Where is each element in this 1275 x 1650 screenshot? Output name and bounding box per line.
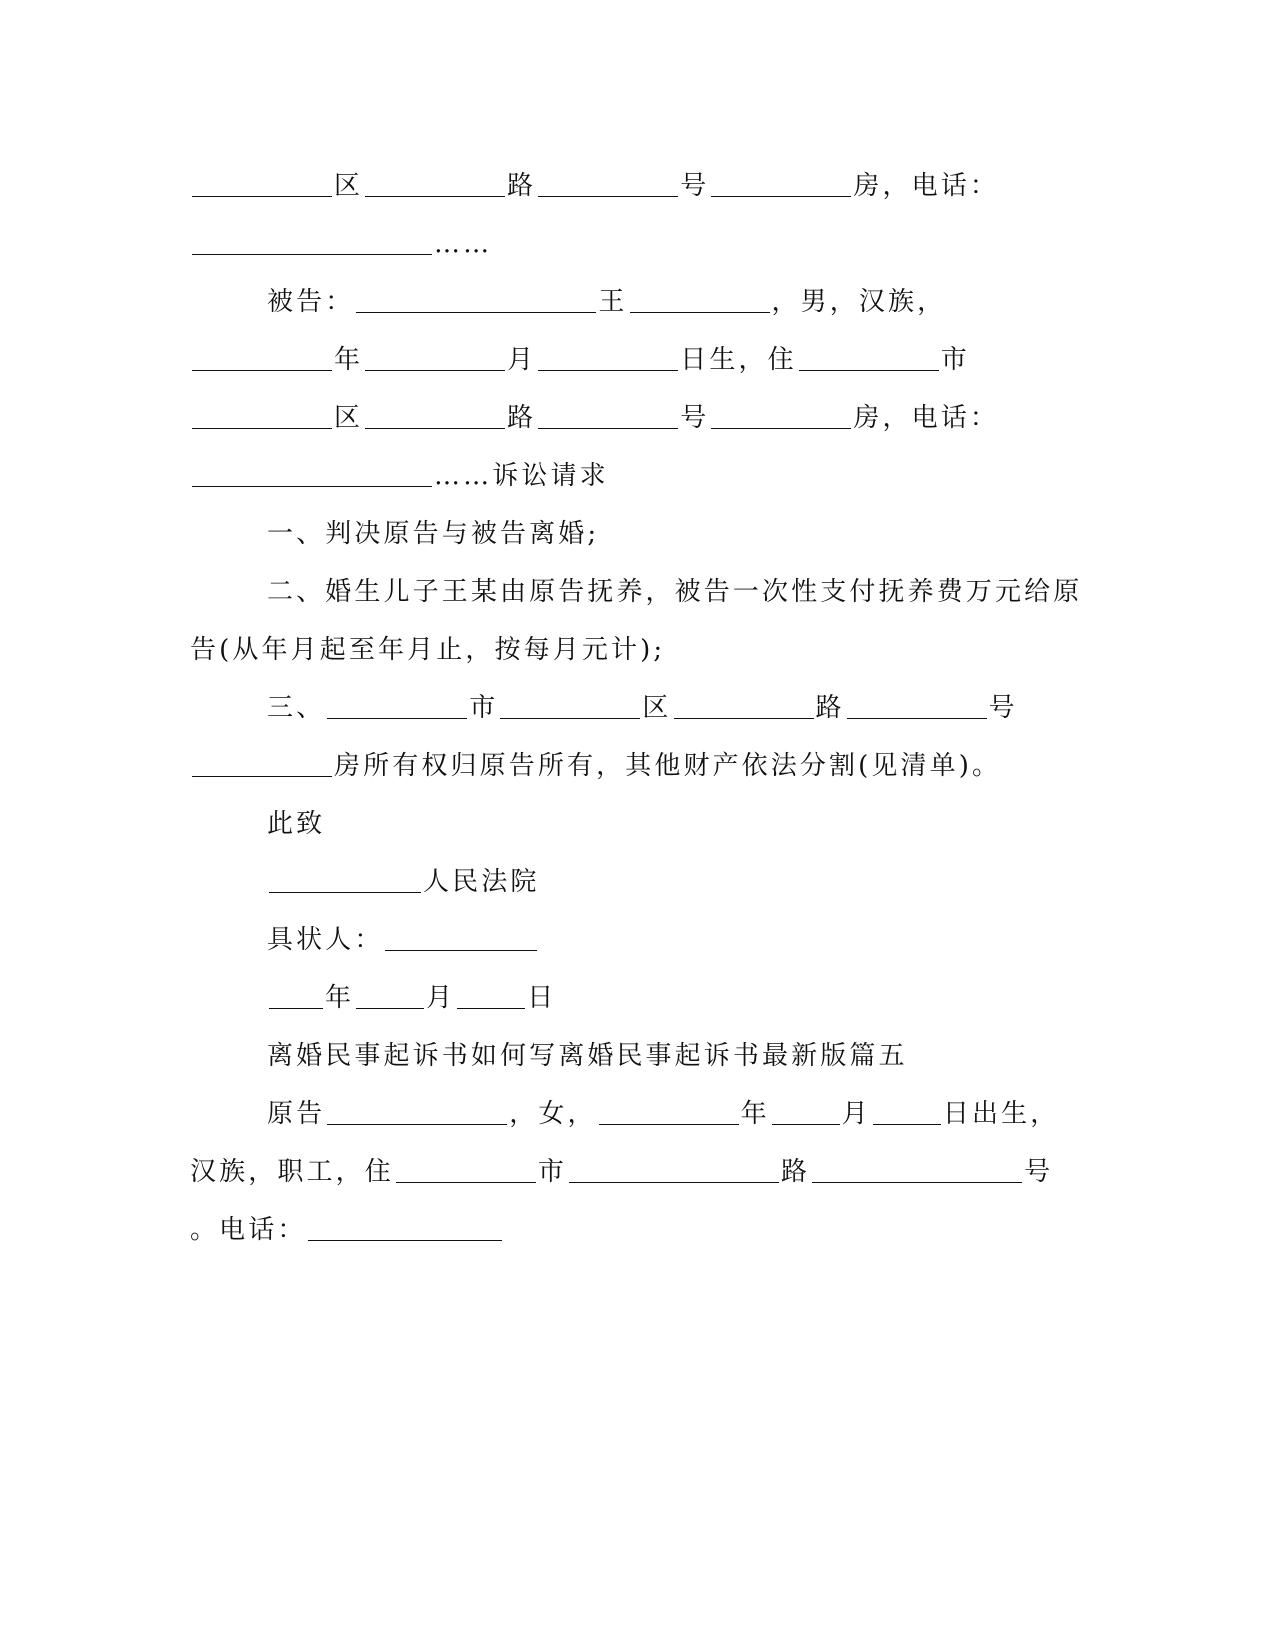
text-fragment: 月: [426, 983, 456, 1013]
blank-field[interactable]: [356, 982, 424, 1009]
text-fragment: 二、婚生儿子王某由原告抚养，被告一次性支付抚养费万元给原: [267, 577, 1083, 607]
claim-two-continued: [190, 630, 665, 670]
text-fragment: 日生，住: [680, 345, 797, 375]
blank-field[interactable]: [812, 1156, 1022, 1183]
text-fragment: 路: [507, 403, 537, 433]
text-fragment: 号: [680, 403, 710, 433]
text-fragment: 市: [537, 1157, 567, 1187]
text-fragment: 路: [780, 1157, 811, 1187]
text-fragment: 年: [334, 345, 364, 375]
text-fragment: 区: [642, 693, 672, 723]
plaintiff-address-line-2: [190, 1152, 1053, 1192]
blank-field[interactable]: [711, 402, 851, 429]
blank-field[interactable]: [799, 344, 939, 371]
blank-field[interactable]: [457, 982, 525, 1009]
claim-one: [267, 514, 599, 554]
blank-field[interactable]: [365, 170, 505, 197]
blank-field[interactable]: [192, 750, 332, 777]
salutation: [267, 804, 325, 844]
blank-field[interactable]: [365, 402, 505, 429]
claims-heading-line: [190, 456, 609, 496]
blank-field[interactable]: [500, 692, 640, 719]
text-fragment: 此致: [267, 809, 326, 839]
claim-three: [267, 688, 1018, 728]
text-fragment: 王: [598, 287, 628, 317]
text-fragment: ……诉讼请求: [434, 461, 609, 491]
text-fragment: 一、判决原告与被告离婚;: [267, 519, 600, 549]
text-fragment: 号: [680, 171, 710, 201]
signer-line: [267, 920, 539, 960]
claim-two: [267, 572, 1082, 612]
text-fragment: 汉族，职工，住: [190, 1157, 394, 1187]
blank-field[interactable]: [385, 924, 537, 951]
blank-field[interactable]: [327, 1098, 507, 1125]
defendant-address-line: [190, 398, 999, 438]
text-fragment: 房，电话：: [853, 171, 999, 201]
blank-field[interactable]: [356, 286, 596, 313]
blank-field[interactable]: [569, 1156, 779, 1183]
text-fragment: ，男，汉族，: [771, 287, 947, 317]
defendant-line: [267, 282, 946, 322]
blank-field[interactable]: [327, 692, 467, 719]
blank-field[interactable]: [847, 692, 987, 719]
text-fragment: 。电话：: [190, 1215, 307, 1245]
text-fragment: 路: [815, 693, 845, 723]
text-fragment: 号: [988, 693, 1018, 723]
section-title: [267, 1036, 908, 1076]
text-fragment: ，女，: [509, 1099, 597, 1129]
plaintiff-phone-line: [190, 224, 492, 264]
text-fragment: 告(从年月起至年月止，按每月元计);: [190, 635, 666, 665]
blank-field[interactable]: [269, 982, 323, 1009]
text-fragment: 区: [334, 403, 364, 433]
text-fragment: 原告: [267, 1099, 326, 1129]
blank-field[interactable]: [674, 692, 814, 719]
text-fragment: 日出生，: [942, 1099, 1060, 1129]
text-fragment: 市: [469, 693, 499, 723]
text-fragment: 路: [507, 171, 537, 201]
text-fragment: 年: [325, 983, 355, 1013]
blank-field[interactable]: [599, 1098, 739, 1125]
text-fragment: 区: [334, 171, 364, 201]
blank-field[interactable]: [192, 460, 432, 487]
text-fragment: 离婚民事起诉书如何写离婚民事起诉书最新版篇五: [267, 1041, 908, 1071]
blank-field[interactable]: [711, 170, 851, 197]
text-fragment: 市: [940, 345, 970, 375]
blank-field[interactable]: [873, 1098, 941, 1125]
blank-field[interactable]: [192, 402, 332, 429]
text-fragment: 被告：: [267, 287, 355, 317]
blank-field[interactable]: [269, 866, 421, 893]
text-fragment: 三、: [267, 693, 326, 723]
defendant-birth-line: [190, 340, 970, 380]
blank-field[interactable]: [538, 402, 678, 429]
plaintiff-phone-line-2: [190, 1210, 504, 1250]
blank-field[interactable]: [365, 344, 505, 371]
text-fragment: 人民法院: [423, 867, 540, 897]
blank-field[interactable]: [538, 344, 678, 371]
text-fragment: 日: [527, 983, 557, 1013]
text-fragment: 房所有权归原告所有，其他财产依法分割(见清单)。: [334, 751, 1002, 781]
plaintiff-line-2: [267, 1094, 1059, 1134]
blank-field[interactable]: [192, 228, 432, 255]
text-fragment: 具状人：: [267, 925, 384, 955]
blank-field[interactable]: [630, 286, 770, 313]
blank-field[interactable]: [538, 170, 678, 197]
claim-three-continued: [190, 746, 1001, 786]
text-fragment: 月: [507, 345, 537, 375]
date-line: [267, 978, 556, 1018]
blank-field[interactable]: [396, 1156, 536, 1183]
text-fragment: 号: [1024, 1157, 1054, 1187]
text-fragment: 房，电话：: [853, 403, 999, 433]
blank-field[interactable]: [192, 170, 332, 197]
plaintiff-address-line: [190, 166, 999, 206]
court-line: [267, 862, 539, 902]
text-fragment: 年: [740, 1099, 770, 1129]
text-fragment: 月: [841, 1099, 871, 1129]
blank-field[interactable]: [308, 1214, 502, 1241]
blank-field[interactable]: [192, 344, 332, 371]
blank-field[interactable]: [772, 1098, 840, 1125]
text-fragment: ……: [434, 229, 493, 259]
